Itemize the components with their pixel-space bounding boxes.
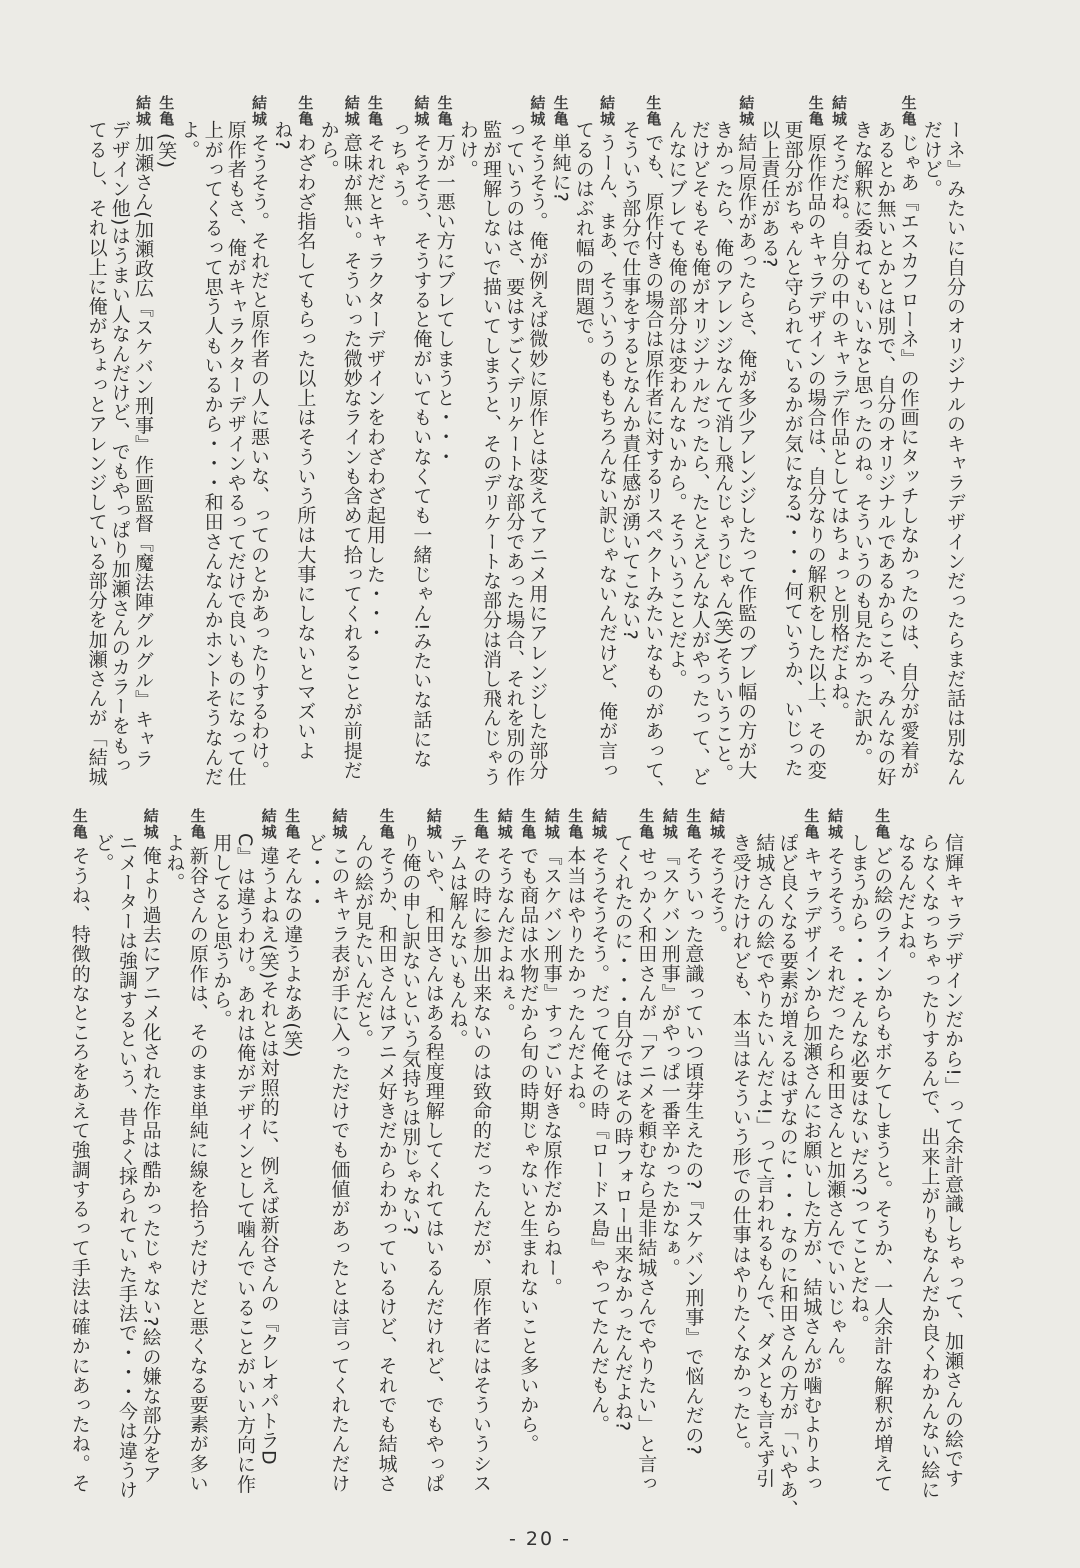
text-column <box>681 808 705 1518</box>
dialogue-text: っていうのはさ、要はすごくデリケートな部分であった場合、それを別の作 <box>503 120 526 787</box>
text-column <box>201 95 225 795</box>
speaker-label: 生亀 <box>188 808 207 840</box>
speaker-label: 生亀 <box>519 808 538 840</box>
speaker-label: 生亀 <box>684 808 703 840</box>
text-column <box>68 808 92 1518</box>
dialogue-text: んの絵が見たいんだと。 <box>352 833 374 1049</box>
dialogue-text: そんなの違うよなあ(笑) <box>281 846 304 1059</box>
dialogue-text: てくれたのに・・・自分ではその時フォロー出来なかったんだよね? <box>611 833 634 1432</box>
speaker-label: 生亀 <box>157 95 176 127</box>
speaker-label: 結城 <box>826 808 844 840</box>
dialogue-text: デザイン他)はうまい人なんだけど、でもやっぱり加瀬さんのカラーをもっ <box>108 120 131 775</box>
speaker-label: 結城 <box>542 808 561 840</box>
text-column <box>85 95 109 795</box>
text-column <box>776 808 800 1518</box>
speaker-label: 結城 <box>412 95 431 127</box>
dialogue-text: そうそう。それだと原作者の人に悪いな、ってのとかあったりするわけ。 <box>248 133 270 780</box>
dialogue-text: あるとか無いとかとは別で、自分のオリジナルであるからこそ、みんなの好 <box>874 120 897 787</box>
text-column <box>618 95 642 795</box>
dialogue-text: わけ。 <box>456 120 479 179</box>
dialogue-text: いや、和田さんはある程度理解してくれてはいるんだけれど、でもやっぱ <box>422 846 445 1493</box>
dialogue-text: ど・・・ <box>304 833 327 912</box>
text-column <box>752 808 776 1518</box>
text-column <box>422 808 446 1518</box>
speaker-label: 生亀 <box>366 95 384 127</box>
dialogue-text: 意味が無い。そういった微妙なラインも含めて拾ってくれることが前提だ <box>340 133 363 780</box>
dialogue-text: そうね、特徴的なところをあえて強調するって手法は確かにあったね。そ <box>68 846 91 1493</box>
text-column <box>327 808 351 1518</box>
dialogue-text: それだとキャラクターデザインをわざわざ起用した・・・ <box>364 133 386 643</box>
text-column <box>897 95 921 795</box>
speaker-label: 生亀 <box>70 808 89 840</box>
dialogue-text: そうなんだよねぇ。 <box>493 846 516 1023</box>
text-column <box>317 95 341 795</box>
text-column <box>304 808 328 1518</box>
text-column <box>91 808 115 1518</box>
dialogue-text: じゃあ『エスカフローネ』の作画にタッチしなかったのは、自分が愛着が <box>897 133 920 780</box>
text-column <box>641 95 665 800</box>
speaker-label: 結城 <box>250 95 268 127</box>
text-column <box>270 95 294 795</box>
dialogue-text: 原作作品のキャラデザインの場合は、自分なりの解釈をした以上、その変 <box>804 133 827 780</box>
speaker-label: 結城 <box>259 808 278 840</box>
dialogue-text: 用してると思うから。 <box>210 833 233 1029</box>
text-column <box>162 808 186 1518</box>
text-column <box>634 808 658 1518</box>
text-column <box>587 808 611 1518</box>
dialogue-text: 信輝キャラデザインだから!」って余計意識しちゃって、加瀬さんの絵です <box>942 833 964 1489</box>
dialogue-text: (笑) <box>155 133 178 169</box>
dialogue-text: 俺より過去にアニメ化された作品は酷かったじゃない?絵の嫌な部分をア <box>139 846 162 1484</box>
dialogue-text: らなくなっちゃったりするんで、出来上がりもなんだか良くわかんない絵に <box>918 833 941 1500</box>
text-column <box>525 95 549 795</box>
speaker-label: 結城 <box>737 95 756 127</box>
text-column <box>540 808 564 1518</box>
speaker-label: 生亀 <box>873 808 892 840</box>
dialogue-text: わざわざ指名してもらった以上はそういう所は大事にしないとマズいよ <box>294 133 317 761</box>
text-column <box>870 808 894 1518</box>
text-column <box>209 808 233 1518</box>
text-column <box>469 808 493 1518</box>
dialogue-text: 更部分がちゃんと守られているかが気になる?・・・何ていうか、いじった <box>781 120 804 778</box>
dialogue-text: C』は違うわけ。あれは俺がデザインとして噛んでいることがいい方向に作 <box>234 833 256 1494</box>
dialogue-text: きかったら、俺のアレンジなんて消し飛んじゃうじゃん(笑)そういうこと。 <box>712 120 734 783</box>
dialogue-text: でも、原作付きの場合は原作者に対するリスペクトみたいなものがあって、 <box>642 133 665 800</box>
dialogue-text: てるのはぶれ幅の問題で。 <box>572 120 595 356</box>
text-column <box>549 95 573 795</box>
dialogue-text: き受けたけれども、本当はそういう形での仕事はやりたくなかったと。 <box>729 833 752 1461</box>
speaker-label: 生亀 <box>435 95 454 127</box>
page-number: - 20 - <box>509 1528 571 1550</box>
text-column <box>611 808 635 1518</box>
dialogue-text: その時に参加出来ないのは致命的だったんだが、原作者にはそういうシス <box>470 846 492 1493</box>
speaker-label: 結城 <box>660 808 679 840</box>
text-column <box>658 808 682 1518</box>
text-column <box>280 808 304 1518</box>
text-column <box>139 808 163 1518</box>
text-column <box>177 95 201 795</box>
text-column <box>688 95 712 795</box>
dialogue-text: どの絵のラインからもボケてしまうと。そうか、一人余計な解釈が増えて <box>871 846 894 1493</box>
text-column <box>479 95 503 795</box>
speaker-label: 生亀 <box>551 95 570 127</box>
text-column <box>351 808 375 1518</box>
text-column <box>734 95 758 795</box>
dialogue-text: から。 <box>317 120 340 179</box>
dialogue-text: だけどそもそも俺がオリジナルだったら、たとえどんな人がやったって、ど <box>688 120 711 787</box>
dialogue-text: うーん、まあ、そういうのももちろんない訳じゃないんだけど、俺が言っ <box>596 133 618 780</box>
text-column <box>247 95 271 795</box>
dialogue-text: そうそうそう。だって俺その時『ロードス島』やってたんだもん。 <box>588 846 610 1434</box>
speaker-label: 結城 <box>495 808 514 840</box>
speaker-label: 結城 <box>134 95 152 127</box>
text-column <box>823 808 847 1518</box>
text-column <box>409 95 433 795</box>
text-column <box>293 95 317 795</box>
dialogue-text: 結城さんの絵でやりたいんだよ!」って言われるもんで、ダメとも言えず引 <box>753 833 776 1489</box>
dialogue-text: 新谷さんの原作は、そのまま単純に線を拾うだけだと悪くなる要素が多い <box>186 846 209 1493</box>
text-column <box>398 808 422 1518</box>
speaker-label: 結城 <box>598 95 616 127</box>
dialogue-text: 上がってくるって思う人もいるから・・・和田さんなんかホントそうなんだ <box>201 120 224 787</box>
dialogue-text: ね? <box>271 120 294 151</box>
text-column <box>941 808 965 1518</box>
dialogue-text: そういう部分で仕事をするとなんか責任感が湧いてこない? <box>619 120 642 641</box>
text-column <box>799 808 823 1518</box>
text-column <box>847 808 871 1518</box>
dialogue-text: 『スケバン刑事』がやっぱ一番辛かったかなぁ。 <box>658 846 681 1278</box>
dialogue-text: よね。 <box>163 833 186 892</box>
dialogue-text: 本当はやりたかったんだよね。 <box>564 846 587 1121</box>
interview-top-section <box>0 95 1080 800</box>
speaker-label: 生亀 <box>377 808 396 840</box>
dialogue-text: そうそう。俺が例えば微妙に原作とは変えてアニメ用にアレンジした部分 <box>526 133 549 780</box>
dialogue-text: てるし、それ以上に俺がちょっとアレンジしている部分を加瀬さんが「結城 <box>85 120 108 787</box>
text-column <box>827 95 851 795</box>
dialogue-text: 違うよねえ(笑)それとは対照的に、例えば新谷さんの『クレオパトラD <box>257 846 280 1466</box>
dialogue-text: きな解釈に委ねてもいいなと思ったのね。そういうのも見たかった訳か。 <box>851 120 874 767</box>
dialogue-text: ど。 <box>92 833 115 873</box>
dialogue-text: 原作者もさ、俺がキャラクターデザインやるってだけで良いものになって仕 <box>224 120 247 787</box>
speaker-label: 生亀 <box>472 808 490 840</box>
text-column <box>563 808 587 1518</box>
dialogue-text: り俺の申し訳ないという気持ちは別じゃない? <box>399 833 422 1236</box>
text-column <box>757 95 781 795</box>
speaker-label: 結城 <box>141 808 160 840</box>
text-column <box>154 95 178 795</box>
text-column <box>115 808 139 1518</box>
text-column <box>456 95 480 795</box>
dialogue-text: 監が理解しないで描いてしまうと、そのデリケートな部分は消し飛んじゃう <box>480 120 502 787</box>
text-column <box>224 95 248 795</box>
text-column <box>375 808 399 1518</box>
text-column <box>363 95 387 795</box>
text-column <box>850 95 874 795</box>
speaker-label: 生亀 <box>637 808 656 840</box>
text-column <box>920 95 944 795</box>
text-column <box>804 95 828 795</box>
text-column <box>493 808 517 1518</box>
text-column <box>516 808 540 1518</box>
dialogue-text: 単純に? <box>549 133 572 203</box>
speaker-label: 結城 <box>528 95 547 127</box>
speaker-label: 結城 <box>830 95 848 127</box>
dialogue-text: でも商品は水物だから旬の時期じゃないと生まれないこと多いから。 <box>517 846 540 1454</box>
dialogue-text: そうそう、そうすると俺がいてもいなくても一緒じゃん!みたいな話にな <box>410 133 433 769</box>
speaker-label: 生亀 <box>802 808 821 840</box>
dialogue-text: なるんだよね。 <box>894 833 917 971</box>
speaker-label: 生亀 <box>283 808 302 840</box>
text-column <box>705 808 729 1518</box>
text-column <box>131 95 155 795</box>
speaker-label: 結城 <box>330 808 349 840</box>
text-column <box>595 95 619 795</box>
text-column <box>894 808 918 1518</box>
dialogue-text: んなにブレても俺の部分は変わんないから。そういうことだよ。 <box>665 120 688 689</box>
dialogue-text: 以上責任がある? <box>758 120 781 268</box>
text-column <box>233 808 257 1518</box>
speaker-label: 生亀 <box>899 95 918 127</box>
speaker-label: 生亀 <box>296 95 315 127</box>
speaker-label: 結城 <box>342 95 361 127</box>
text-column <box>186 808 210 1518</box>
text-column <box>340 95 364 795</box>
dialogue-text: 結局原作があったらさ、俺が多少アレンジしたって作監のブレ幅の方が大 <box>735 133 758 780</box>
dialogue-text: そういった意識っていつ頃芽生えたの?『スケバン刑事』で悩んだの? <box>682 846 705 1456</box>
text-column <box>873 95 897 795</box>
interview-bottom-section <box>0 808 1080 1518</box>
dialogue-text: せっかく和田さんが「アニメを頼むなら是非結城さんでやりたい」と言っ <box>635 846 658 1493</box>
dialogue-text: っちゃう。 <box>387 120 410 218</box>
text-column <box>917 808 941 1518</box>
dialogue-text: キャラデザインから加瀬さんにお願いした方が、結城さんが噛むよりよっ <box>800 846 823 1493</box>
dialogue-text: ぽど良くなる要素が増えるはずなのに・・・なのに和田さんの方が「いやあ、 <box>776 833 799 1519</box>
text-column <box>943 95 967 795</box>
speaker-label: 結城 <box>424 808 443 840</box>
dialogue-text: よ。 <box>178 120 201 160</box>
text-column <box>108 95 132 795</box>
dialogue-text: 『スケバン刑事』すっごい好きな原作だからねー。 <box>540 846 563 1297</box>
text-column <box>433 95 457 795</box>
dialogue-text: そうそう。 <box>706 846 728 944</box>
dialogue-text: ーネ』みたいに自分のオリジナルのキャラデザインだったらまだ話は別なん <box>944 120 966 787</box>
text-column <box>445 808 469 1518</box>
dialogue-text: このキャラ表が手に入っただけでも価値があったとは言ってくれたんだけ <box>328 846 351 1493</box>
text-column <box>729 808 753 1518</box>
dialogue-text: しまうから・・・そんな必要はないだろ?ってことだね。 <box>847 833 870 1334</box>
speaker-label: 生亀 <box>566 808 585 840</box>
dialogue-text: そうか、和田さんはアニメ好きだからわかっているけど、それでも結城さ <box>375 846 398 1493</box>
text-column <box>502 95 526 795</box>
dialogue-text: だけど。 <box>920 120 943 199</box>
dialogue-text: 加瀬さん(加瀬政広『スケバン刑事』作画監督『魔法陣グルグル』キャラ <box>132 133 154 769</box>
speaker-label: 生亀 <box>644 95 663 127</box>
dialogue-text: テムは解んないもんね。 <box>446 833 469 1049</box>
text-column <box>665 95 689 795</box>
dialogue-text: そうそう。それだったら和田さんと加瀬さんでいいじゃん。 <box>824 846 846 1376</box>
text-column <box>572 95 596 795</box>
speaker-label: 生亀 <box>806 95 825 127</box>
dialogue-text: ニメーターは強調するという、昔よく採られていた手法で・・・今は違うけ <box>116 833 138 1500</box>
speaker-label: 結城 <box>708 808 726 840</box>
speaker-label: 結城 <box>590 808 608 840</box>
text-column <box>781 95 805 795</box>
dialogue-text: そうだね。自分の中のキャラデ作品としてはちょっと別格だよね。 <box>828 133 850 721</box>
text-column <box>711 95 735 795</box>
dialogue-text: 万が一悪い方にブレてしまうと・・・ <box>433 133 456 467</box>
text-column <box>257 808 281 1518</box>
text-column <box>386 95 410 795</box>
